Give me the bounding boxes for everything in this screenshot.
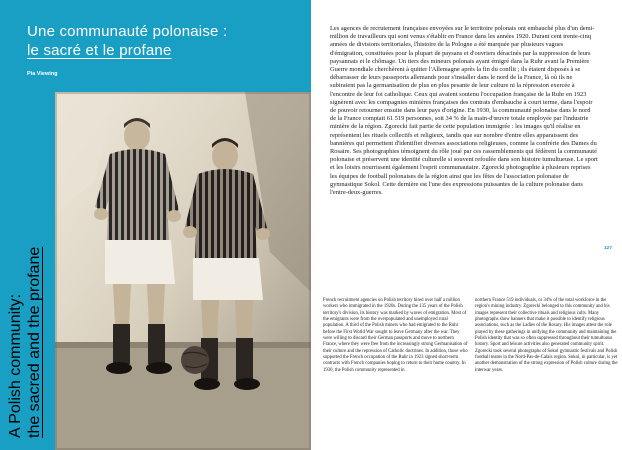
football-players-photo <box>55 92 311 450</box>
french-body-text: Les agences de recrutement françaises envoyées sur le territoire polonais ont embauché plus d'un demi-million de travailleurs qui sont venus s'établir en France dans les années 1920. Durant cent trente-cinq années de divisions territoriales, l'histoire de la Pologne a été marquée par plusieurs vagues d'émigration, constituées pour la plupart de paysans et d'ouvriers déracinés par la suppression de leurs paysannats et le chômage. Un tiers des mineurs polonais ayant émigré dans la Ruhr avant la Première Guerre mondiale cherchèrent à quitter l'Allemagne après la fin du conflit ; ils étaient disposés à se débarrasser de leurs passeports allemands pour s'installer dans le nord de la France, là où ils ne subiraient pas la germanisation de plus en plus pesante de leur culture ni la répression exercée à l'encontre de leur foi catholique. Ceux qui avaient soutenu l'occupation française de la Ruhr en 1923 signèrent avec les compagnies minières françaises des contrats d'embauche à court terme, dans l'espoir de pouvoir retourner ensuite dans leur pays d'origine. En 1930, la communauté polonaise dans le nord de la France comptait 61 519 personnes, soit 34 % de la main-d'œuvre totale employée par l'industrie minière de la région. Zgorecki fait partie de cette population immigrée : les images qu'il réalise en représentent les rituels collectifs et religieux, tandis que sur nombre d'entre elles apparaissent des bannières qui permettent d'identifier diverses associations religieuses, comme la confrérie des Dames du Rosaire. Ses photographies témoignent du rôle joué par ces rassemblements qui fédèrent la communauté polonaise et préservent une identité culturelle si souvent refoulée dans son histoire tumultueuse. Le sport et les loisirs nourrissent également l'esprit communautaire. Zgorecki photographie à plusieurs reprises les équipes de football polonaises de la région ainsi que les fêtes de l'association polonaise de gymnastique Sokol. Cette dernière est l'une des expressions puissantes de la culture polonaise dans l'entre-deux-guerres. <box>330 25 598 197</box>
english-body-column-1: French recruitment agencies on Polish territory hired over half a million workers who immigrated in the 1920s. During the 135 years of the Polish territory's division, its history was marked by waves of emigration. Most of the emigrants were from the overpopulated and unemployed rural population. A third of the Polish miners who had emigrated to the Ruhr before the First World War sought to leave Germany after the war. They were willing to discard their German passports and move to northern France, where they were free from the increasingly strong Germanisation of their culture and the repression of Catholic doctrines. In addition, those who supported the French occupation of the Ruhr in 1923 signed short-term contracts with French companies hoping to return to their home country. In 1930, the Polish community represented in <box>323 298 468 373</box>
english-title-line1: A Polish community: <box>7 293 24 438</box>
page-number: 127 <box>604 246 613 251</box>
sepia-photo-image <box>55 92 311 450</box>
french-title-line1: Une communauté polonaise : <box>27 23 228 40</box>
english-title-line2: the sacred and the profane <box>26 246 43 438</box>
author-byline: Pia Viewing <box>27 71 58 77</box>
english-body-column-2: northern France 519 individuals, or 34% of the total workforce in the region's mining industry. Zgorecki belonged to this community and his images represent their collective rituals and religious cults. Many photographs show banners that make it possible to identify religious associations, such as the Ladies of the Rosary. His images attest the role played by these gatherings in unifying the community and maintaining the Polish identity that was so often suppressed throughout their tumultuous history. Sport and leisure activities also generated community spirit. Zgorecki took several photographs of Sokol gymnastic festivals and Polish football teams in the Nord-Pas-de-Calais region. Sokol, in particular, is yet another demonstration of the strong expression of Polish culture during the interwar years. <box>475 298 618 373</box>
french-title-line2: le sacré et le profane <box>27 42 172 59</box>
french-title <box>27 22 307 60</box>
